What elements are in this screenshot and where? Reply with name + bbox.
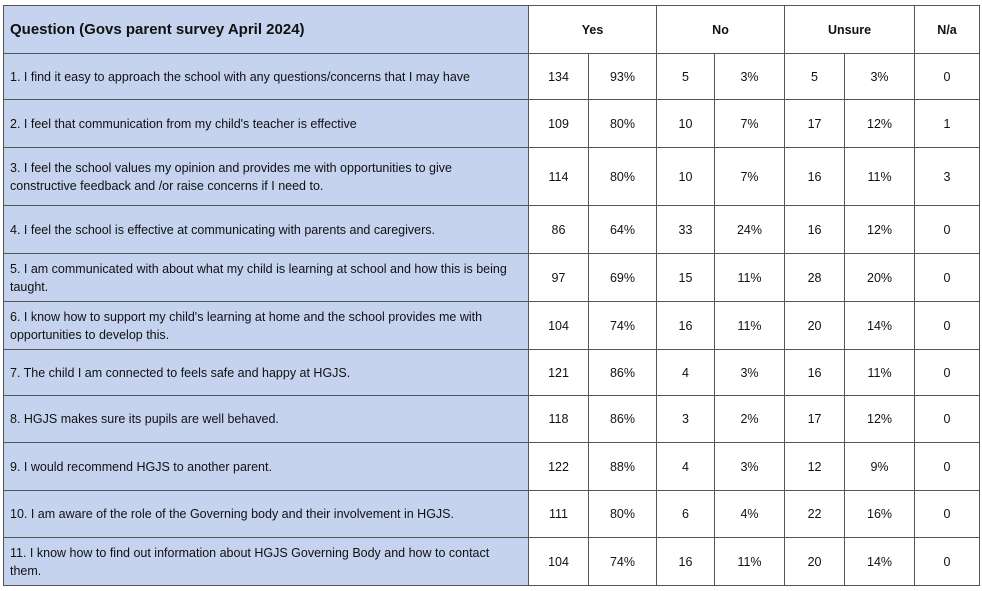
yes-count-cell: 97: [529, 254, 589, 302]
unsure-count-cell: 16: [785, 350, 845, 396]
table-row: [4, 206, 980, 254]
yes-percent-cell: 64%: [589, 206, 657, 254]
yes-count-cell: 104: [529, 302, 589, 350]
question-column-header: Question (Govs parent survey April 2024): [4, 6, 529, 54]
question-cell: 11. I know how to find out information about HGJS Governing Body and how to contact them.: [4, 538, 529, 586]
no-count-cell: 5: [657, 54, 715, 100]
na-count-cell: 0: [915, 491, 980, 538]
unsure-percent-cell: 16%: [845, 491, 915, 538]
na-count-cell: 0: [915, 302, 980, 350]
no-percent-cell: 24%: [715, 206, 785, 254]
unsure-percent-cell: 3%: [845, 54, 915, 100]
unsure-percent-cell: 12%: [845, 206, 915, 254]
unsure-count-cell: 5: [785, 54, 845, 100]
question-cell: 3. I feel the school values my opinion and provides me with opportunities to give constructive feedback and /or raise concerns if I need to.: [4, 148, 529, 206]
table-row: [4, 538, 980, 586]
no-count-cell: 10: [657, 148, 715, 206]
unsure-count-cell: 17: [785, 100, 845, 148]
na-count-cell: 1: [915, 100, 980, 148]
unsure-percent-cell: 14%: [845, 538, 915, 586]
table-row: [4, 302, 980, 350]
na-count-cell: 0: [915, 206, 980, 254]
question-cell: 6. I know how to support my child's learning at home and the school provides me with opportunities to develop this.: [4, 302, 529, 350]
no-count-cell: 16: [657, 538, 715, 586]
no-percent-cell: 3%: [715, 54, 785, 100]
yes-count-cell: 121: [529, 350, 589, 396]
table-row: [4, 254, 980, 302]
unsure-percent-cell: 12%: [845, 100, 915, 148]
unsure-percent-cell: 14%: [845, 302, 915, 350]
yes-percent-cell: 80%: [589, 491, 657, 538]
yes-count-cell: 122: [529, 443, 589, 491]
question-cell: 4. I feel the school is effective at communicating with parents and caregivers.: [4, 206, 529, 254]
yes-percent-cell: 86%: [589, 396, 657, 443]
unsure-count-cell: 20: [785, 302, 845, 350]
no-count-cell: 4: [657, 350, 715, 396]
yes-column-header: Yes: [529, 6, 657, 54]
unsure-count-cell: 28: [785, 254, 845, 302]
no-count-cell: 4: [657, 443, 715, 491]
yes-percent-cell: 80%: [589, 148, 657, 206]
yes-percent-cell: 74%: [589, 302, 657, 350]
na-column-header: N/a: [915, 6, 980, 54]
question-cell: 9. I would recommend HGJS to another parent.: [4, 443, 529, 491]
table-row: [4, 396, 980, 443]
yes-percent-cell: 86%: [589, 350, 657, 396]
no-count-cell: 15: [657, 254, 715, 302]
yes-percent-cell: 69%: [589, 254, 657, 302]
no-count-cell: 16: [657, 302, 715, 350]
table-row: [4, 443, 980, 491]
na-count-cell: 0: [915, 350, 980, 396]
survey-table: [3, 5, 980, 586]
na-count-cell: 0: [915, 538, 980, 586]
no-percent-cell: 7%: [715, 100, 785, 148]
no-count-cell: 6: [657, 491, 715, 538]
no-percent-cell: 11%: [715, 254, 785, 302]
yes-count-cell: 118: [529, 396, 589, 443]
unsure-count-cell: 20: [785, 538, 845, 586]
table-row: [4, 54, 980, 100]
na-count-cell: 0: [915, 396, 980, 443]
question-cell: 8. HGJS makes sure its pupils are well behaved.: [4, 396, 529, 443]
unsure-count-cell: 17: [785, 396, 845, 443]
unsure-count-cell: 22: [785, 491, 845, 538]
unsure-column-header: Unsure: [785, 6, 915, 54]
unsure-count-cell: 12: [785, 443, 845, 491]
no-percent-cell: 7%: [715, 148, 785, 206]
no-count-cell: 33: [657, 206, 715, 254]
question-cell: 7. The child I am connected to feels safe and happy at HGJS.: [4, 350, 529, 396]
unsure-count-cell: 16: [785, 206, 845, 254]
na-count-cell: 0: [915, 254, 980, 302]
unsure-percent-cell: 9%: [845, 443, 915, 491]
no-count-cell: 3: [657, 396, 715, 443]
no-percent-cell: 2%: [715, 396, 785, 443]
no-percent-cell: 3%: [715, 443, 785, 491]
question-cell: 2. I feel that communication from my child's teacher is effective: [4, 100, 529, 148]
no-percent-cell: 3%: [715, 350, 785, 396]
unsure-count-cell: 16: [785, 148, 845, 206]
question-cell: 10. I am aware of the role of the Governing body and their involvement in HGJS.: [4, 491, 529, 538]
question-cell: 5. I am communicated with about what my child is learning at school and how this is being taught.: [4, 254, 529, 302]
yes-count-cell: 114: [529, 148, 589, 206]
unsure-percent-cell: 12%: [845, 396, 915, 443]
yes-percent-cell: 80%: [589, 100, 657, 148]
no-percent-cell: 11%: [715, 302, 785, 350]
question-cell: 1. I find it easy to approach the school with any questions/concerns that I may have: [4, 54, 529, 100]
yes-percent-cell: 74%: [589, 538, 657, 586]
table-row: [4, 148, 980, 206]
table-row: [4, 350, 980, 396]
no-count-cell: 10: [657, 100, 715, 148]
no-percent-cell: 11%: [715, 538, 785, 586]
no-percent-cell: 4%: [715, 491, 785, 538]
unsure-percent-cell: 20%: [845, 254, 915, 302]
unsure-percent-cell: 11%: [845, 148, 915, 206]
table-row: [4, 100, 980, 148]
na-count-cell: 0: [915, 54, 980, 100]
yes-count-cell: 134: [529, 54, 589, 100]
unsure-percent-cell: 11%: [845, 350, 915, 396]
yes-count-cell: 109: [529, 100, 589, 148]
yes-count-cell: 104: [529, 538, 589, 586]
na-count-cell: 3: [915, 148, 980, 206]
header-row: [4, 6, 980, 54]
yes-percent-cell: 93%: [589, 54, 657, 100]
na-count-cell: 0: [915, 443, 980, 491]
table-row: [4, 491, 980, 538]
no-column-header: No: [657, 6, 785, 54]
yes-count-cell: 111: [529, 491, 589, 538]
yes-percent-cell: 88%: [589, 443, 657, 491]
yes-count-cell: 86: [529, 206, 589, 254]
